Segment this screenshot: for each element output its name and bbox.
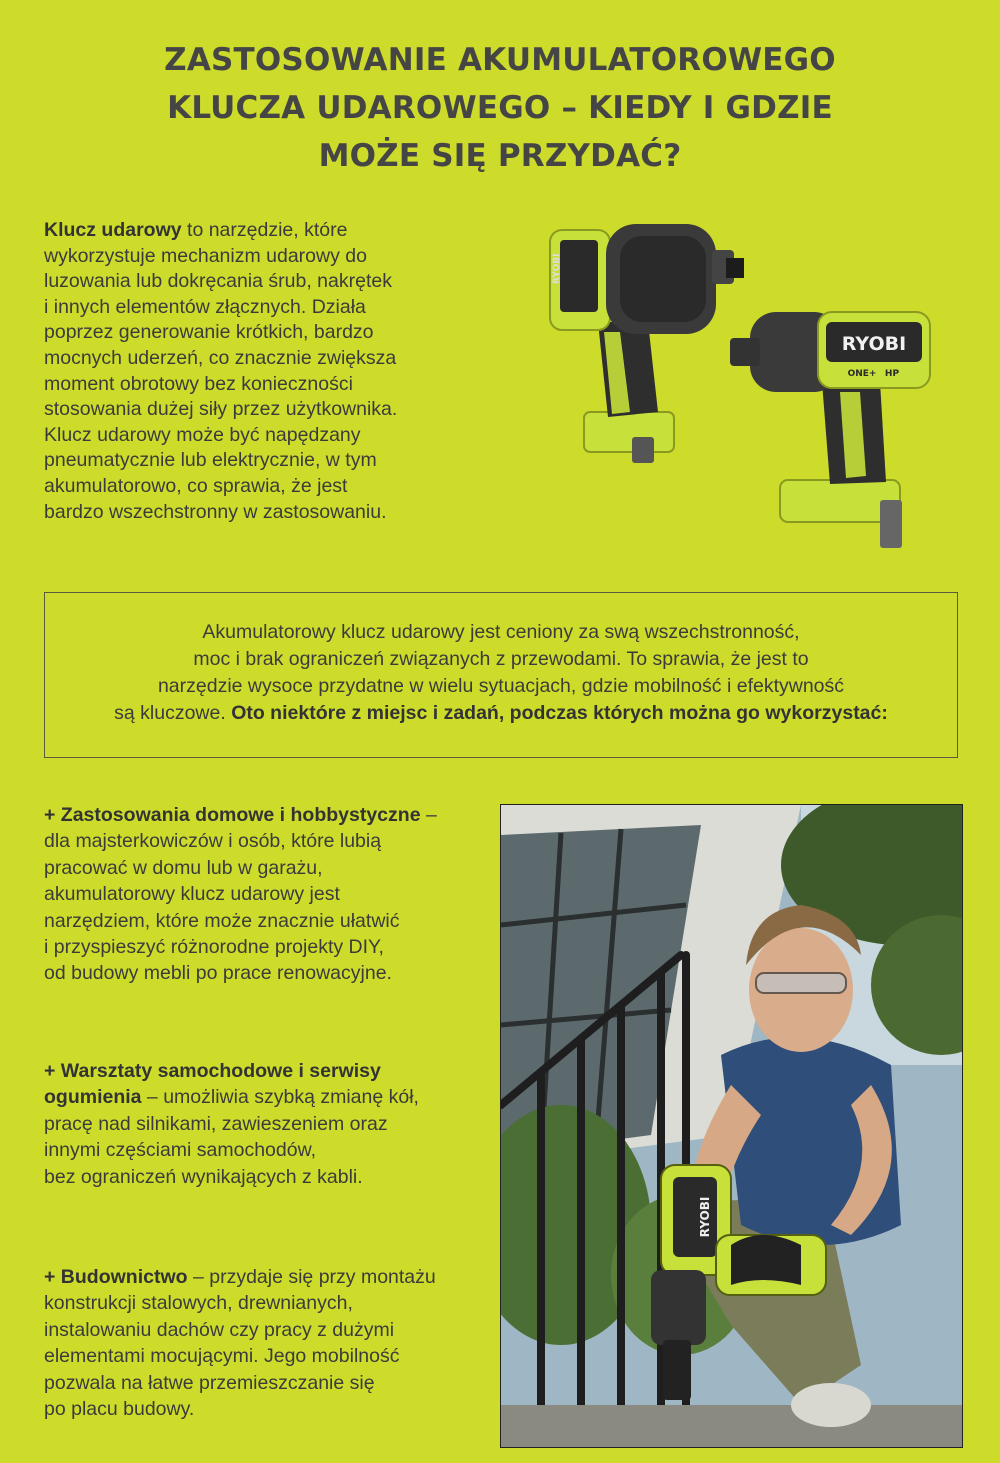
intro-line: pneumatycznie lub elektrycznie, w tym [44, 449, 377, 472]
intro-line: bardzo wszechstronny w zastosowaniu. [44, 500, 387, 523]
tool2-badge-hp: HP [884, 369, 900, 379]
tool1-brand-label: RYOBI [552, 253, 562, 284]
item-line: i przyspieszyć różnorodne projekty DIY, [44, 936, 384, 959]
item-heading-line [44, 1264, 494, 1290]
intro-line: luzowania lub dokręcania śrub, nakrętek [44, 270, 392, 293]
intro-line: Klucz udarowy może być napędzany [44, 423, 361, 446]
title-line: MOŻE SIĘ PRZYDAĆ? [318, 138, 682, 174]
intro-line: akumulatorowo, co sprawia, że jest [44, 474, 348, 497]
photo-brand-label: RYOBI [698, 1196, 712, 1238]
list-item-construction [44, 1264, 494, 1422]
item-heading-rest: – umożliwia szybką zmianę kół, [141, 1086, 419, 1109]
item-heading-bold: + Budownictwo [44, 1266, 188, 1288]
intro-line [44, 218, 484, 244]
item-line: pozwala na łatwe przemieszczanie się [44, 1371, 375, 1394]
item-heading-bold: + Zastosowania domowe i hobbystyczne [44, 804, 421, 826]
item-line: innymi częściami samochodów, [44, 1139, 317, 1162]
impact-wrench-side-view [550, 224, 744, 463]
intro-line: i innych elementów złącznych. Działa [44, 295, 366, 318]
intro-line: moment obrotowy bez konieczności [44, 372, 353, 395]
item-line: instalowaniu dachów czy pracy z dużymi [44, 1318, 395, 1341]
box-line-plain: są kluczowe. [114, 702, 232, 724]
intro-line: stosowania dużej siły przez użytkownika. [44, 398, 398, 421]
item-heading-bold: ogumienia [44, 1086, 142, 1109]
intro-line: poprzez generowanie krótkich, bardzo [44, 321, 374, 344]
item-line: konstrukcji stalowych, drewnianych, [44, 1292, 353, 1315]
highlight-box [44, 592, 958, 758]
intro-paragraph [44, 218, 484, 525]
list-item-car-workshops [44, 1058, 494, 1190]
impact-wrench-front-view [730, 312, 930, 548]
box-line: moc i brak ograniczeń związanych z przewodami. To sprawia, że jest to [193, 648, 809, 670]
item-line: pracę nad silnikami, zawieszeniem oraz [44, 1112, 388, 1135]
item-heading-line [44, 1084, 494, 1110]
title-line: ZASTOSOWANIE AKUMULATOROWEGO [164, 42, 836, 78]
box-line: narzędzie wysoce przydatne w wielu sytuacjach, gdzie mobilność i efektywność [157, 675, 845, 697]
item-heading-line [44, 802, 494, 828]
page-title [50, 36, 950, 180]
item-line: od budowy mebli po prace renowacyjne. [44, 962, 392, 985]
item-heading-line [44, 1058, 494, 1084]
box-line: Akumulatorowy klucz udarowy jest ceniony za swą wszechstronność, [202, 621, 800, 643]
item-line: narzędziem, które może znacznie ułatwić [44, 909, 400, 932]
intro-bold: Klucz udarowy [44, 219, 182, 241]
photo-illustration [501, 805, 963, 1448]
item-line: po placu budowy. [44, 1398, 195, 1421]
tool2-badge-one: ONE+ [847, 369, 877, 379]
item-line: bez ograniczeń wynikających z kabli. [44, 1165, 363, 1188]
item-heading-bold: + Warsztaty samochodowe i serwisy [44, 1060, 381, 1082]
intro-line: mocnych uderzeń, co znacznie zwiększa [44, 346, 397, 369]
title-line: KLUCZA UDAROWEGO – KIEDY I GDZIE [167, 90, 833, 126]
intro-line: wykorzystuje mechanizm udarowy do [44, 244, 367, 267]
item-heading-rest: – przydaje się przy montażu [187, 1266, 436, 1288]
item-line: dla majsterkowiczów i osób, które lubią [44, 830, 382, 853]
box-line [45, 700, 957, 727]
tool2-brand-label: RYOBI [841, 333, 907, 355]
list-item-home-hobby [44, 802, 494, 987]
item-line: akumulatorowy klucz udarowy jest [44, 883, 340, 906]
intro-line-rest: to narzędzie, które [181, 219, 348, 241]
woman-using-impact-wrench-photo [500, 804, 963, 1448]
impact-wrench-product-image [540, 212, 940, 557]
box-line-bold: Oto niektóre z miejsc i zadań, podczas których można go wykorzystać: [231, 702, 888, 724]
item-line: elementami mocującymi. Jego mobilność [44, 1345, 400, 1368]
item-line: pracować w domu lub w garażu, [44, 856, 323, 879]
item-heading-rest: – [420, 804, 437, 826]
